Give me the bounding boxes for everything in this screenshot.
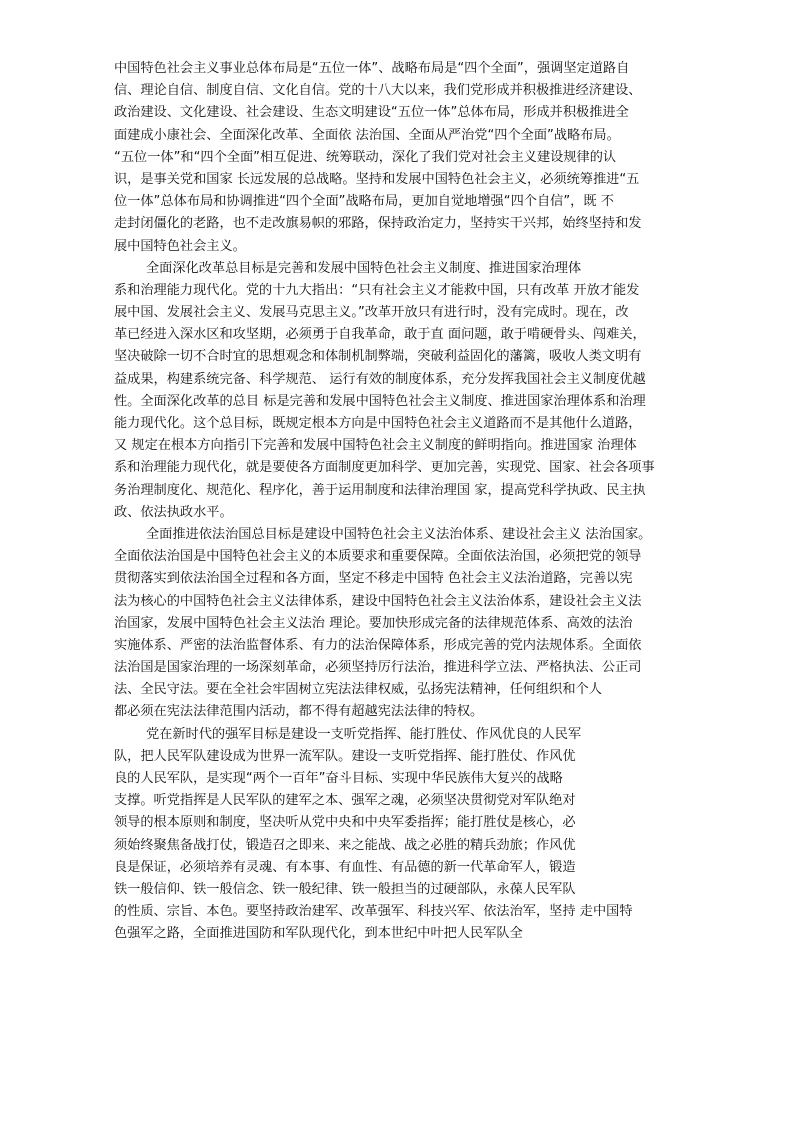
text-line: 贯彻落实到依法治国全过程和各方面，坚定不移走中国特 色社会主义法治道路，完善以宪 — [114, 571, 633, 587]
text-line: 坚决破除一切不合时宜的思想观念和体制机制弊端，突破利益固化的藩篱，吸收人类文明有 — [114, 349, 642, 365]
text-line: 信、理论自信、制度自信、文化自信。党的十八大以来，我们党形成并积极推进经济建设、 — [114, 83, 642, 99]
text-line: 的性质、宗旨、本色。要坚持政治建军、改革强军、科技兴军、依法治军，坚持 走中国特 — [114, 904, 633, 920]
text-line: 面建成小康社会、全面深化改革、全面依 法治国、全面从严治党“四个全面”战略布局。 — [114, 127, 620, 143]
text-line: 全面依法治国是中国特色社会主义的本质要求和重要保障。全面依法治国，必须把党的领导 — [114, 549, 642, 565]
text-line: 政治建设、文化建设、社会建设、生态文明建设“五位一体”总体布局，形成并积极推进全 — [114, 105, 629, 121]
text-line: 治国家，发展中国特色社会主义法治 理论。要加快形成完备的法律规范体系、高效的法治 — [114, 615, 633, 631]
text-line: 展中国特色社会主义。 — [114, 238, 246, 254]
text-line: 队，把人民军队建设成为世界一流军队。建设一支听党指挥、能打胜仗、作风优 — [114, 748, 576, 764]
text-line: 色强军之路，全面推进国防和军队现代化，到本世纪中叶把人民军队全 — [114, 926, 523, 942]
text-line: 益成果，构建系统完备、科学规范、 运行有效的制度体系，充分发挥我国社会主义制度优越 — [114, 371, 646, 387]
text-line: 铁一般信仰、铁一般信念、铁一般纪律、铁一般担当的过硬部队，永葆人民军队 — [114, 881, 576, 897]
text-line: 识，是事关党和国家 长远发展的总战略。坚持和发展中国特色社会主义，必须统筹推进“五 — [114, 171, 640, 187]
text-line: 领导的根本原则和制度，坚决听从党中央和中央军委指挥；能打胜仗是核心，必 — [114, 815, 576, 831]
text-line: 法为核心的中国特色社会主义法律体系，建设中国特色社会主义法治体系，建设社会主义法 — [114, 593, 642, 609]
text-line: 性。全面深化改革的总目 标是完善和发展中国特色社会主义制度、推进国家治理体系和治理 — [114, 393, 646, 409]
text-line: 良的人民军队，是实现“两个一百年”奋斗目标、实现中华民族伟大复兴的战略 — [114, 771, 563, 786]
text-line: 系和治理能力现代化，就是要使各方面制度更加科学、更加完善，实现党、国家、社会各项事 — [114, 460, 655, 476]
text-line: 良是保证，必须培养有灵魂、有本事、有血性、有品德的新一代革命军人，锻造 — [114, 859, 576, 875]
paragraph-start-line: 全面深化改革总目标是完善和发展中国特色社会主义制度、推进国家治理体 — [146, 260, 582, 276]
text-line: 都必须在宪法法律范围内活动，都不得有超越宪法法律的特权。 — [114, 704, 484, 720]
text-line: 务治理制度化、规范化、程序化，善于运用制度和法律治理国 家，提高党科学执政、民主执 — [114, 482, 646, 498]
text-line: 政、依法执政水平。 — [114, 504, 233, 520]
text-line: 展中国、发展社会主义、发展马克思主义。”改革开放只有进行时，没有完成时。现在，改 — [114, 305, 629, 321]
text-line: 革已经进入深水区和攻坚期，必须勇于自我革命，敢于直 面问题，敢于啃硬骨头、闯难关， — [114, 327, 646, 343]
text-line: “五位一体”和“四个全面”相互促进、统筹联动，深化了我们党对社会主义建设规律的认 — [114, 149, 617, 165]
text-line: 法、全民守法。要在全社会牢固树立宪法法律权威，弘扬宪法精神，任何组织和个人 — [114, 682, 602, 698]
text-line: 能力现代化。这个总目标，既规定根本方向是中国特色社会主义道路而不是其他什么道路， — [114, 416, 642, 431]
document-body — [114, 58, 690, 946]
text-line: 中国特色社会主义事业总体布局是“五位一体”、战略布局是“四个全面”，强调坚定道路自 — [114, 61, 630, 76]
text-line: 须始终聚焦备战打仗，锻造召之即来、来之能战、战之必胜的精兵劲旅；作风优 — [114, 837, 576, 853]
text-line: 走封闭僵化的老路，也不走改旗易帜的邪路，保持政治定力，坚持实干兴邦，始终坚持和发 — [114, 216, 642, 232]
text-line: 支撑。听党指挥是人民军队的建军之本、强军之魂，必须坚决贯彻党对军队绝对 — [114, 793, 576, 809]
text-line: 位一体”总体布局和协调推进“四个全面”战略布局，更加自觉地增强“四个自信”，既 不 — [114, 194, 614, 210]
text-line: 又 规定在根本方向指引下完善和发展中国特色社会主义制度的鲜明指向。推进国家 治理体 — [114, 438, 637, 454]
text-line: 法治国是国家治理的一场深刻革命，必须坚持厉行法治，推进科学立法、严格执法、公正司 — [114, 660, 642, 676]
paragraph-start-line: 党在新时代的强军目标是建设一支听党指挥、能打胜仗、作风优良的人民军 — [146, 726, 582, 742]
text-line: 实施体系、严密的法治监督体系、有力的法治保障体系，形成完善的党内法规体系。全面依 — [114, 637, 642, 653]
paragraph-start-line: 全面推进依法治国总目标是建设中国特色社会主义法治体系、建设社会主义 法治国家。 — [146, 526, 652, 542]
text-line: 系和治理能力现代化。党的十九大指出：“只有社会主义才能救中国，只有改革 开放才能发 — [114, 282, 640, 298]
